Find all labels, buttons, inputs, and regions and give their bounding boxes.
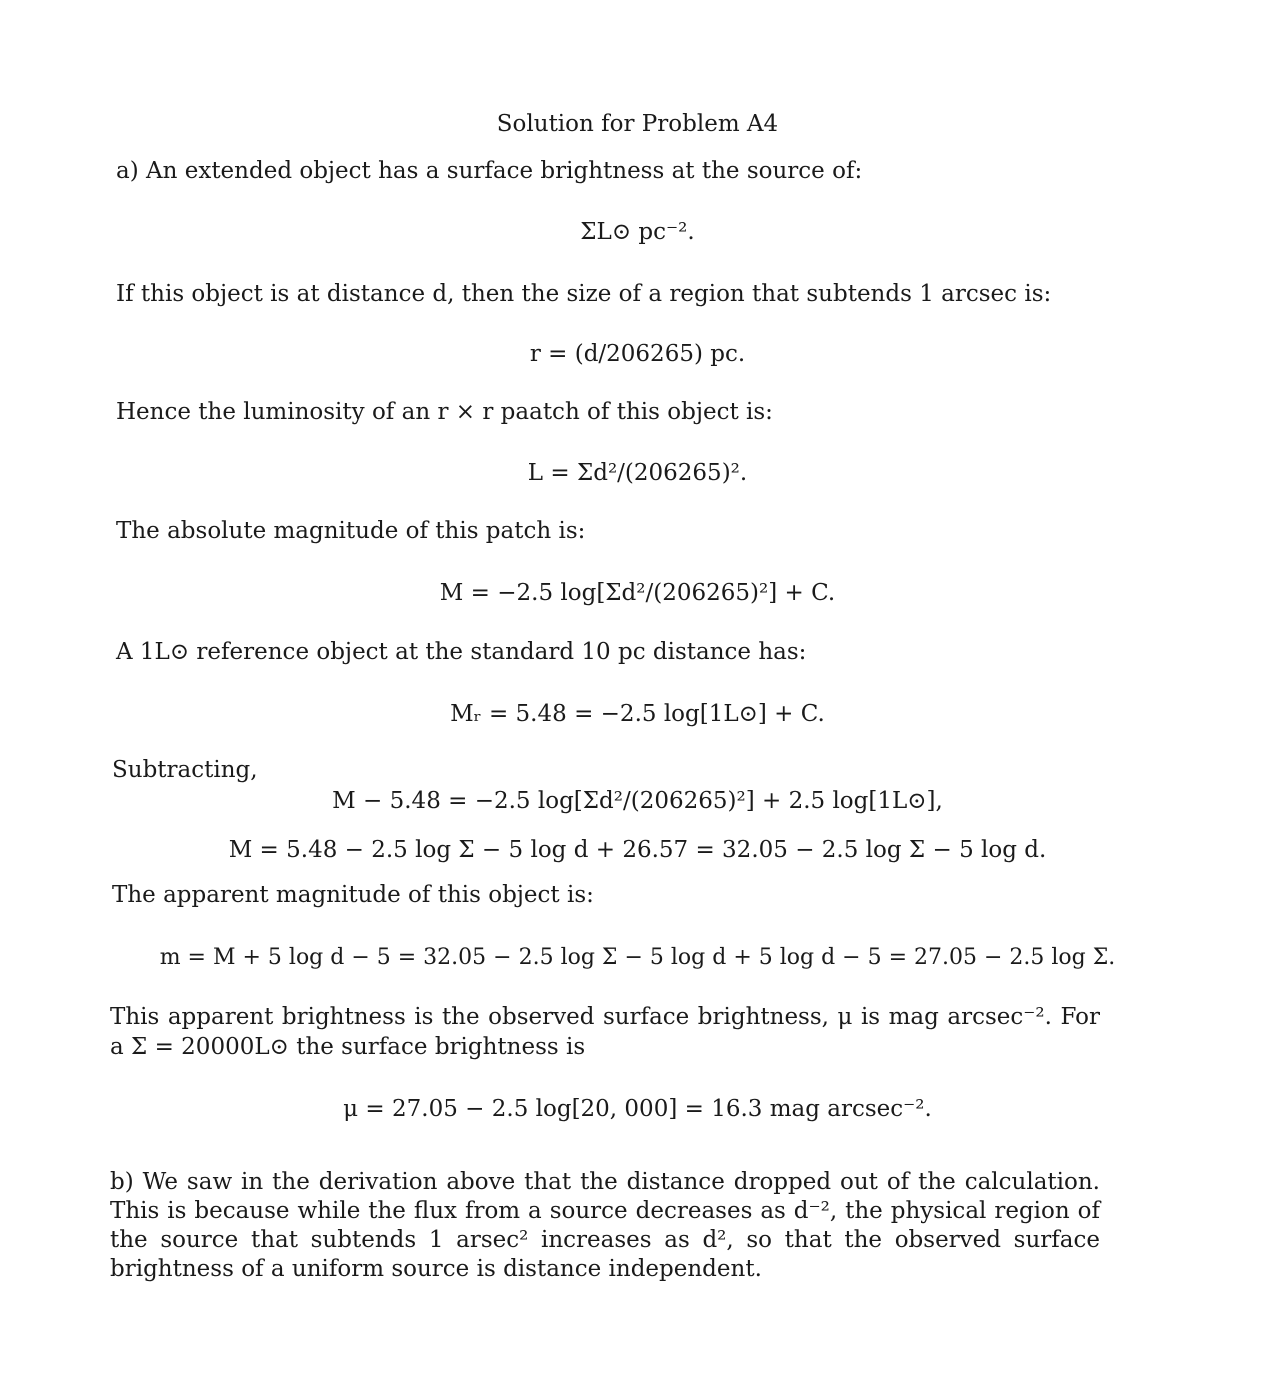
distance-text: If this object is at distance d, then the size of a region that subtends 1 arcsec is: — [116, 281, 1052, 307]
equation-region-size: r = (d/206265) pc. — [529, 341, 746, 367]
luminosity-text: Hence the luminosity of an r × r paatch of this object is: — [116, 399, 773, 425]
reference-object-text: A 1L⊙ reference object at the standard 10 pc distance has: — [116, 639, 807, 665]
part-a-intro: a) An extended object has a surface brightness at the source of: — [116, 158, 863, 184]
equation-luminosity: L = Σd²/(206265)². — [527, 460, 748, 486]
page-title: Solution for Problem A4 — [496, 111, 779, 137]
absolute-magnitude-text: The absolute magnitude of this patch is: — [116, 518, 586, 544]
equation-surface-brightness: ΣL⊙ pc⁻². — [580, 219, 695, 245]
subtracting-text: Subtracting, — [112, 757, 258, 783]
equation-apparent-magnitude: m = M + 5 log d − 5 = 32.05 − 2.5 log Σ − 5 log d + 5 log d − 5 = 27.05 − 2.5 log Σ. — [159, 945, 1116, 970]
apparent-magnitude-text: The apparent magnitude of this object is: — [112, 882, 594, 908]
equation-reference-magnitude: Mᵣ = 5.48 = −2.5 log[1L⊙] + C. — [450, 701, 825, 727]
surface-brightness-paragraph: This apparent brightness is the observed surface brightness, μ is mag arcsec⁻². For a Σ = 20000L⊙ the surface brightness is — [110, 1004, 1100, 1060]
equation-subtracting: M − 5.48 = −2.5 log[Σd²/(206265)²] + 2.5 log[1L⊙], — [332, 788, 943, 814]
equation-surface-brightness-result: μ = 27.05 − 2.5 log[20, 000] = 16.3 mag arcsec⁻². — [343, 1096, 932, 1122]
equation-magnitude-result: M = 5.48 − 2.5 log Σ − 5 log d + 26.57 = 32.05 − 2.5 log Σ − 5 log d. — [228, 837, 1047, 863]
equation-absolute-magnitude: M = −2.5 log[Σd²/(206265)²] + C. — [439, 580, 836, 606]
part-b-paragraph: b) We saw in the derivation above that the distance dropped out of the calculation. This is because while the flux from a source decreases as d⁻², the physical region of the source that subtends 1 arsec² increases as d², so that the observed surface brightness of a uniform source is distance independent. — [110, 1169, 1100, 1282]
